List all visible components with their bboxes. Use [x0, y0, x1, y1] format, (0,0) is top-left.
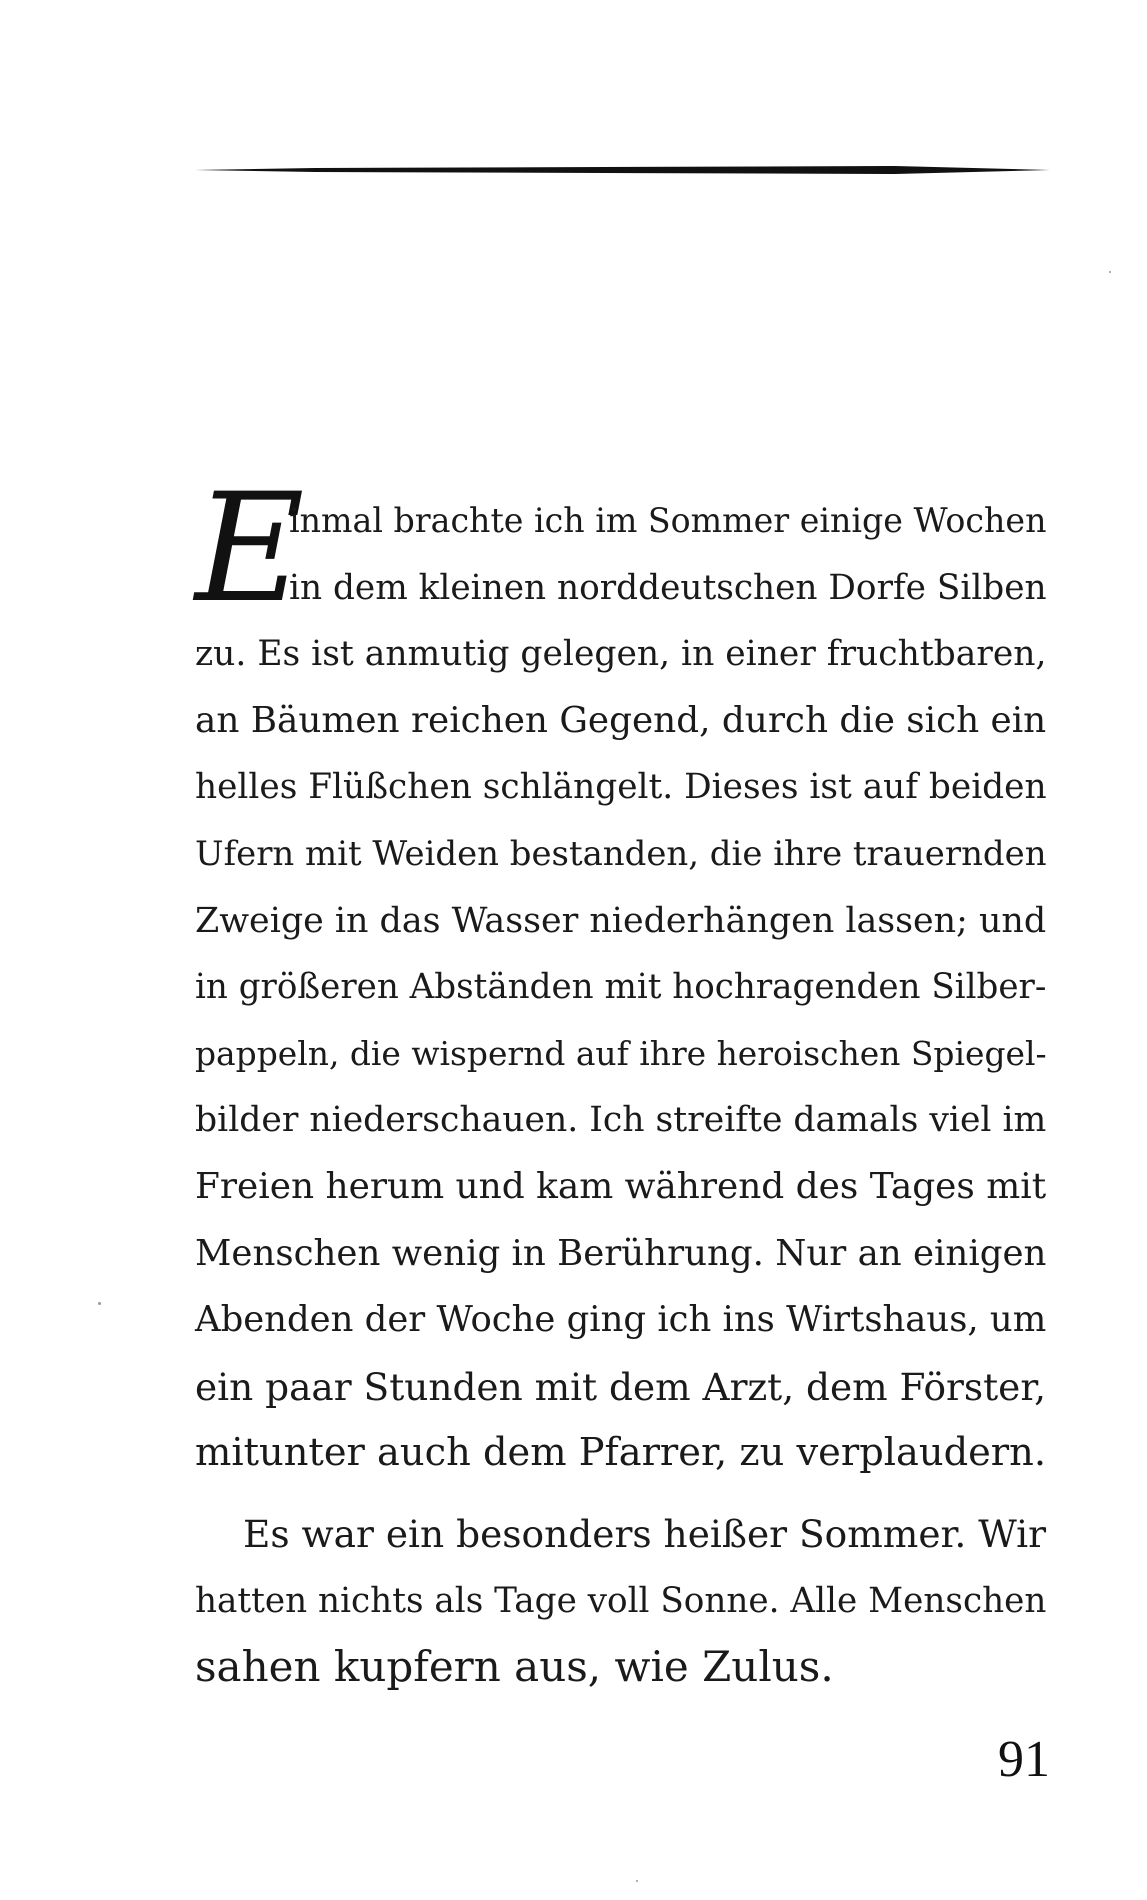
paragraph-1 — [195, 462, 1050, 1487]
text-line: an Bäumen reichen Gegend, durch die sich ein — [195, 699, 1047, 741]
text-line: Ufern mit Weiden bestanden, die ihre trauernden — [195, 833, 1047, 873]
text-line: zu. Es ist anmutig gelegen, in einer fruchtbaren, — [195, 634, 1047, 675]
text-line: helles Flüßchen schlängelt. Dieses ist auf beiden — [195, 767, 1047, 808]
text-line: hatten nichts als Tage voll Sonne. Alle Menschen — [195, 1580, 1047, 1621]
text-line: in dem kleinen norddeutschen Dorfe Silben — [289, 567, 1047, 608]
text-line: sahen kupfern aus, wie Zulus. — [195, 1642, 834, 1692]
paper-speck — [98, 1302, 101, 1305]
page-number: 91 — [998, 1731, 1050, 1788]
text-line: mitunter auch dem Pfarrer, zu verplaudern. — [195, 1430, 1047, 1476]
text-line: pappeln, die wispernd auf ihre heroischen Spiegel- — [195, 1033, 1047, 1073]
text-line: in größeren Abständen mit hochragenden Silber- — [195, 967, 1047, 1008]
text-line: Zweige in das Wasser niederhängen lassen; und — [195, 900, 1047, 941]
paper-speck — [636, 1880, 638, 1882]
text-line: Menschen wenig in Berührung. Nur an einigen — [195, 1232, 1047, 1274]
paper-speck — [1109, 271, 1111, 273]
header-rule — [195, 166, 1050, 174]
drop-cap: E — [195, 462, 305, 636]
paragraph-2 — [195, 1501, 1050, 1701]
text-line: ein paar Stunden mit dem Arzt, dem Förster, — [195, 1364, 1047, 1409]
text-line: inmal brachte ich im Sommer einige Wochen — [289, 501, 1047, 540]
text-line: bilder niederschauen. Ich streifte damals viel im — [195, 1100, 1047, 1141]
body-text — [195, 462, 1050, 1701]
text-line: Abenden der Woche ging ich ins Wirtshaus, um — [195, 1299, 1047, 1341]
text-line: Freien herum und kam während des Tages mit — [195, 1165, 1047, 1207]
text-line: Es war ein besonders heißer Sommer. Wir — [243, 1511, 1047, 1556]
